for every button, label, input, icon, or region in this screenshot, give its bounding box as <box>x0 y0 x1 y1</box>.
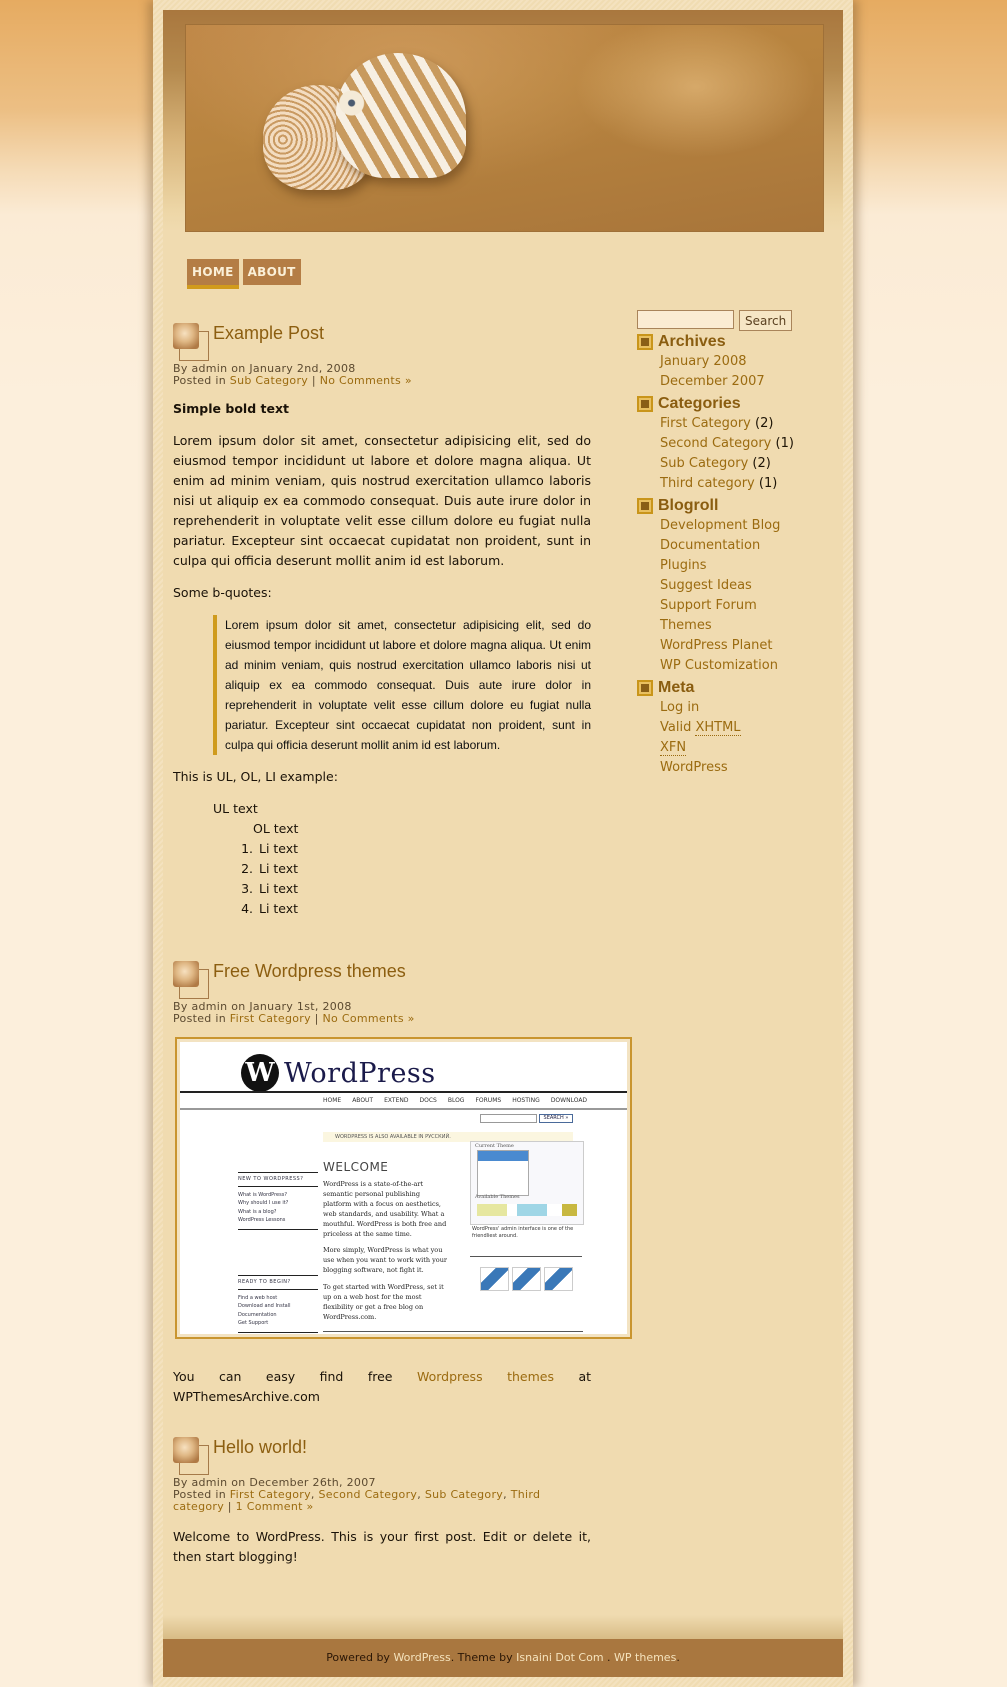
shot-side-link: Why should I use it? <box>238 1200 289 1206</box>
search-input[interactable] <box>637 310 734 329</box>
divider <box>180 1108 627 1110</box>
list-item <box>660 556 837 576</box>
category-count: (1) <box>775 436 794 451</box>
shot-side-box <box>238 1172 318 1230</box>
list-item <box>660 372 837 392</box>
comments-link[interactable]: 1 Comment » <box>235 1500 314 1513</box>
blogroll-link[interactable]: WP Customization <box>660 658 778 673</box>
list-label: This is UL, OL, LI example: <box>173 769 338 784</box>
li-text: Li text <box>259 841 299 856</box>
post-categories: Posted in First Category | No Comments » <box>173 1012 415 1025</box>
post-header <box>173 1437 591 1477</box>
blogroll-link[interactable]: Plugins <box>660 558 707 573</box>
wordpress-brand: WordPress <box>284 1058 436 1089</box>
footer-fade <box>163 1615 843 1639</box>
category-link[interactable]: Sub Category <box>424 1488 504 1501</box>
list-item <box>660 352 837 372</box>
text: You can easy find free <box>173 1369 393 1384</box>
category-link[interactable]: Second Category <box>660 436 772 451</box>
archive-link[interactable]: January 2008 <box>660 354 747 369</box>
wordpress-link[interactable]: WordPress <box>660 760 728 775</box>
shot-side-link: What is WordPress? <box>238 1191 287 1198</box>
shot-nav-item: FORUMS <box>475 1097 502 1104</box>
shot-side-link: Get Support <box>238 1320 269 1326</box>
category-link[interactable]: First Category <box>229 1012 311 1025</box>
sidebar <box>637 310 837 778</box>
widget-categories-title <box>637 394 837 414</box>
valid-xhtml-link[interactable] <box>660 720 741 736</box>
category-count: (2) <box>755 416 774 431</box>
post-title[interactable]: Example Post <box>213 323 325 343</box>
shot-search-button: SEARCH » <box>539 1114 573 1123</box>
widget-title: Blogroll <box>658 497 719 514</box>
widget-archives-title <box>637 332 837 352</box>
meta-list <box>637 698 837 778</box>
bold-text: Simple bold text <box>173 401 289 416</box>
category-link[interactable]: Third category <box>173 1488 541 1513</box>
posted-in-label: Posted in <box>173 374 226 387</box>
paragraph: Lorem ipsum dolor sit amet, consectetur adipisicing elit, sed do eiusmod tempor incididunt ut labore et dolore magna aliqua. Ut enim ad minim veniam, quis nostrud exercitation ullamco laboris nisi ut aliquip ex ea commodo consequat. Duis aute irure dolor in reprehenderit in voluptate velit esse cillum dolore eu fugiat nulla pariatur. Excepteur sint occaecat cupidatat non proident, sunt in culpa qui officia deserunt mollit anim id est laborum. <box>173 433 591 568</box>
post-body <box>173 399 591 919</box>
text: at WPThemesArchive.com <box>173 1369 591 1404</box>
category-link[interactable]: Sub Category <box>660 456 749 471</box>
list-item <box>660 656 837 676</box>
footer-text: . <box>603 1651 615 1664</box>
themes-link[interactable]: themes <box>507 1369 554 1384</box>
posted-in-label: Posted in <box>173 1012 226 1025</box>
comments-link[interactable]: No Comments » <box>319 374 412 387</box>
blogroll-link[interactable]: Development Blog <box>660 518 781 533</box>
post-categories: Posted in Sub Category | No Comments » <box>173 374 412 387</box>
post-body <box>173 1527 591 1567</box>
divider <box>238 1332 318 1333</box>
post-header <box>173 961 591 1001</box>
archive-link[interactable]: December 2007 <box>660 374 765 389</box>
footer <box>163 1639 843 1677</box>
xfn-link[interactable] <box>660 740 686 756</box>
shot-theme-title: Current Theme <box>475 1143 514 1149</box>
paragraph: Welcome to WordPress. This is your first post. Edit or delete it, then start blogging! <box>173 1529 591 1564</box>
blogroll-list <box>637 516 837 676</box>
post-hello-world <box>173 1437 591 1567</box>
post-categories: Posted in First Category, Second Category, Sub Category, Third category | 1 Comment » <box>173 1488 541 1513</box>
shot-theme-box <box>470 1141 584 1225</box>
blogroll-link[interactable]: Themes <box>660 618 712 633</box>
shot-thumbnails <box>480 1267 573 1291</box>
post-meta <box>173 363 591 387</box>
ul-text: UL text <box>213 801 258 816</box>
paragraph <box>173 1367 591 1407</box>
post-body <box>173 1367 591 1407</box>
shot-nav-item: EXTEND <box>384 1097 409 1104</box>
shot-side-link: Find a web host <box>238 1294 278 1301</box>
list-item <box>660 698 837 718</box>
blogroll-link[interactable]: Suggest Ideas <box>660 578 752 593</box>
post-byline: By admin on January 1st, 2008 <box>173 1000 352 1013</box>
li-number: 2. <box>241 861 253 876</box>
shot-side-box <box>238 1275 318 1333</box>
abbr-xhtml: XHTML <box>695 720 741 735</box>
header-image-seashells <box>185 24 824 232</box>
list-item <box>233 899 591 919</box>
list-item <box>660 738 837 758</box>
nav-about[interactable]: ABOUT <box>243 259 301 285</box>
shot-side-title: READY TO BEGIN? <box>238 1275 318 1290</box>
shell-post-icon <box>173 323 199 349</box>
list-item <box>660 474 837 494</box>
footer-wpthemes-link[interactable]: WP themes <box>614 1651 677 1664</box>
header <box>163 10 843 232</box>
shot-nav-item: DOCS <box>419 1097 437 1104</box>
page-inner <box>163 10 843 1677</box>
shot-nav-item: HOSTING <box>512 1097 540 1104</box>
wordpress-link[interactable]: Wordpress <box>416 1369 483 1384</box>
list-item <box>660 576 837 596</box>
category-link[interactable]: Third category <box>660 476 755 491</box>
content <box>173 315 591 1579</box>
shot-nav-item: ABOUT <box>352 1097 374 1104</box>
comments-link[interactable]: No Comments » <box>322 1012 415 1025</box>
page-wrapper <box>153 0 853 1687</box>
login-link[interactable]: Log in <box>660 700 700 715</box>
divider <box>238 1229 318 1230</box>
list-item <box>660 616 837 636</box>
shell-post-icon <box>173 1437 199 1463</box>
footer-wordpress-link[interactable]: WordPress <box>393 1651 451 1664</box>
shot-theme-tiles <box>477 1204 577 1216</box>
blogroll-link[interactable]: WordPress Planet <box>660 638 773 653</box>
divider <box>470 1256 582 1257</box>
footer-text: . Theme by <box>450 1651 513 1664</box>
post-byline: By admin on January 2nd, 2008 <box>173 362 356 375</box>
shot-search-box <box>480 1114 537 1123</box>
widget-title: Archives <box>658 333 726 350</box>
list-item <box>660 434 837 454</box>
square-bullet-icon <box>637 680 653 696</box>
footer-text: . <box>676 1651 680 1664</box>
search-button[interactable]: Search <box>739 310 792 331</box>
shot-paragraph: WordPress is a state-of-the-art semantic personal publishing platform with a focus on aesthetics, web standards, and usability. What a mouthful. WordPress is both free and priceless at the same time. <box>323 1180 447 1238</box>
list-item <box>660 758 837 778</box>
shot-nav-item: BLOG <box>447 1097 465 1104</box>
category-link[interactable]: First Category <box>660 416 751 431</box>
ol-text: OL text <box>253 821 299 836</box>
main-nav <box>187 259 301 295</box>
divider <box>323 1331 583 1332</box>
list-item <box>660 516 837 536</box>
shot-paragraph: More simply, WordPress is what you use when you want to work with your blogging software, not fight it. <box>323 1246 447 1274</box>
category-count: (1) <box>758 476 778 491</box>
shot-paragraph: To get started with WordPress, set it up on a web host for the most flexibility or get a free blog on WordPress.com. <box>323 1283 444 1321</box>
square-bullet-icon <box>637 396 653 412</box>
post-title[interactable]: Hello world! <box>213 1437 308 1457</box>
shot-nav-item: HOME <box>323 1097 342 1104</box>
shot-side-title: NEW TO WORDPRESS? <box>238 1172 318 1187</box>
archives-list <box>637 352 837 392</box>
li-number: 1. <box>241 841 253 856</box>
category-link[interactable]: First Category <box>229 1488 311 1501</box>
search-form <box>637 310 837 330</box>
post-meta <box>173 1477 591 1513</box>
square-bullet-icon <box>637 334 653 350</box>
li-number: 4. <box>241 901 253 916</box>
wordpress-logo-icon: W <box>241 1054 279 1092</box>
widget-title: Meta <box>658 679 695 696</box>
shot-nav-item: DOWNLOAD <box>550 1097 588 1104</box>
bquote-label: Some b-quotes: <box>173 585 272 600</box>
footer-text: Powered by <box>326 1651 390 1664</box>
category-count: (2) <box>752 456 771 471</box>
shot-welcome: WELCOME <box>323 1160 389 1174</box>
post-free-themes <box>173 961 591 1407</box>
wordpress-screenshot-image <box>175 1037 632 1339</box>
widget-title: Categories <box>658 395 741 412</box>
square-bullet-icon <box>637 498 653 514</box>
widget-meta-title <box>637 678 837 698</box>
list-item <box>660 454 837 474</box>
category-link[interactable]: Sub Category <box>229 374 309 387</box>
screenshot-canvas <box>180 1042 627 1334</box>
blockquote: Lorem ipsum dolor sit amet, consectetur adipisicing elit, sed do eiusmod tempor incididunt ut labore et dolore magna aliqua. Ut enim ad minim veniam, quis nostrud exercitation ullamco laboris nisi ut aliquip ex ea commodo consequat. Duis aute irure dolor in reprehenderit in voluptate velit esse cillum dolore eu fugiat nulla pariatur. Excepteur sint occaecat cupidatat non proident, sunt in culpa qui officia deserunt mollit anim id est laborum. <box>213 615 591 755</box>
shot-side-link: WordPress Lessons <box>238 1217 286 1223</box>
screenshot-nav <box>323 1097 587 1104</box>
divider <box>180 1091 627 1093</box>
post-title[interactable]: Free Wordpress themes <box>213 961 406 981</box>
list-item <box>660 636 837 656</box>
post-example <box>173 323 591 919</box>
list-item <box>660 414 837 434</box>
nav-home[interactable]: HOME <box>187 259 239 289</box>
li-text: Li text <box>259 861 299 876</box>
shot-side-link: Download and Install <box>238 1303 291 1309</box>
list-item <box>233 859 591 879</box>
shot-caption: WordPress' admin interface is one of the friendliest around. <box>472 1226 574 1239</box>
post-header <box>173 323 591 363</box>
post-meta <box>173 1001 591 1025</box>
shot-theme-available: Available Themes <box>475 1194 520 1200</box>
categories-list <box>637 414 837 494</box>
widget-blogroll-title <box>637 496 837 516</box>
shot-notice: WORDPRESS IS ALSO AVAILABLE IN РУССКИЙ. <box>323 1132 573 1142</box>
abbr-xfn: XFN <box>660 740 687 755</box>
link-text: Valid <box>660 720 692 735</box>
list-item <box>660 596 837 616</box>
li-number: 3. <box>241 881 253 896</box>
list-item <box>233 879 591 899</box>
shot-theme-preview <box>477 1150 529 1196</box>
category-link[interactable]: Second Category <box>318 1488 418 1501</box>
post-byline: By admin on December 26th, 2007 <box>173 1476 376 1489</box>
blogroll-link[interactable]: Support Forum <box>660 598 757 613</box>
shot-side-link: Documentation <box>238 1311 277 1318</box>
list-item <box>660 718 837 738</box>
blogroll-link[interactable]: Documentation <box>660 538 761 553</box>
list-item <box>233 839 591 859</box>
li-text: Li text <box>259 881 299 896</box>
list-item <box>660 536 837 556</box>
shell-spotted <box>336 53 466 178</box>
posted-in-label: Posted in <box>173 1488 226 1501</box>
shot-side-link: What is a blog? <box>238 1208 277 1215</box>
footer-author-link[interactable]: Isnaini Dot Com <box>516 1651 604 1664</box>
li-text: Li text <box>259 901 299 916</box>
shell-post-icon <box>173 961 199 987</box>
